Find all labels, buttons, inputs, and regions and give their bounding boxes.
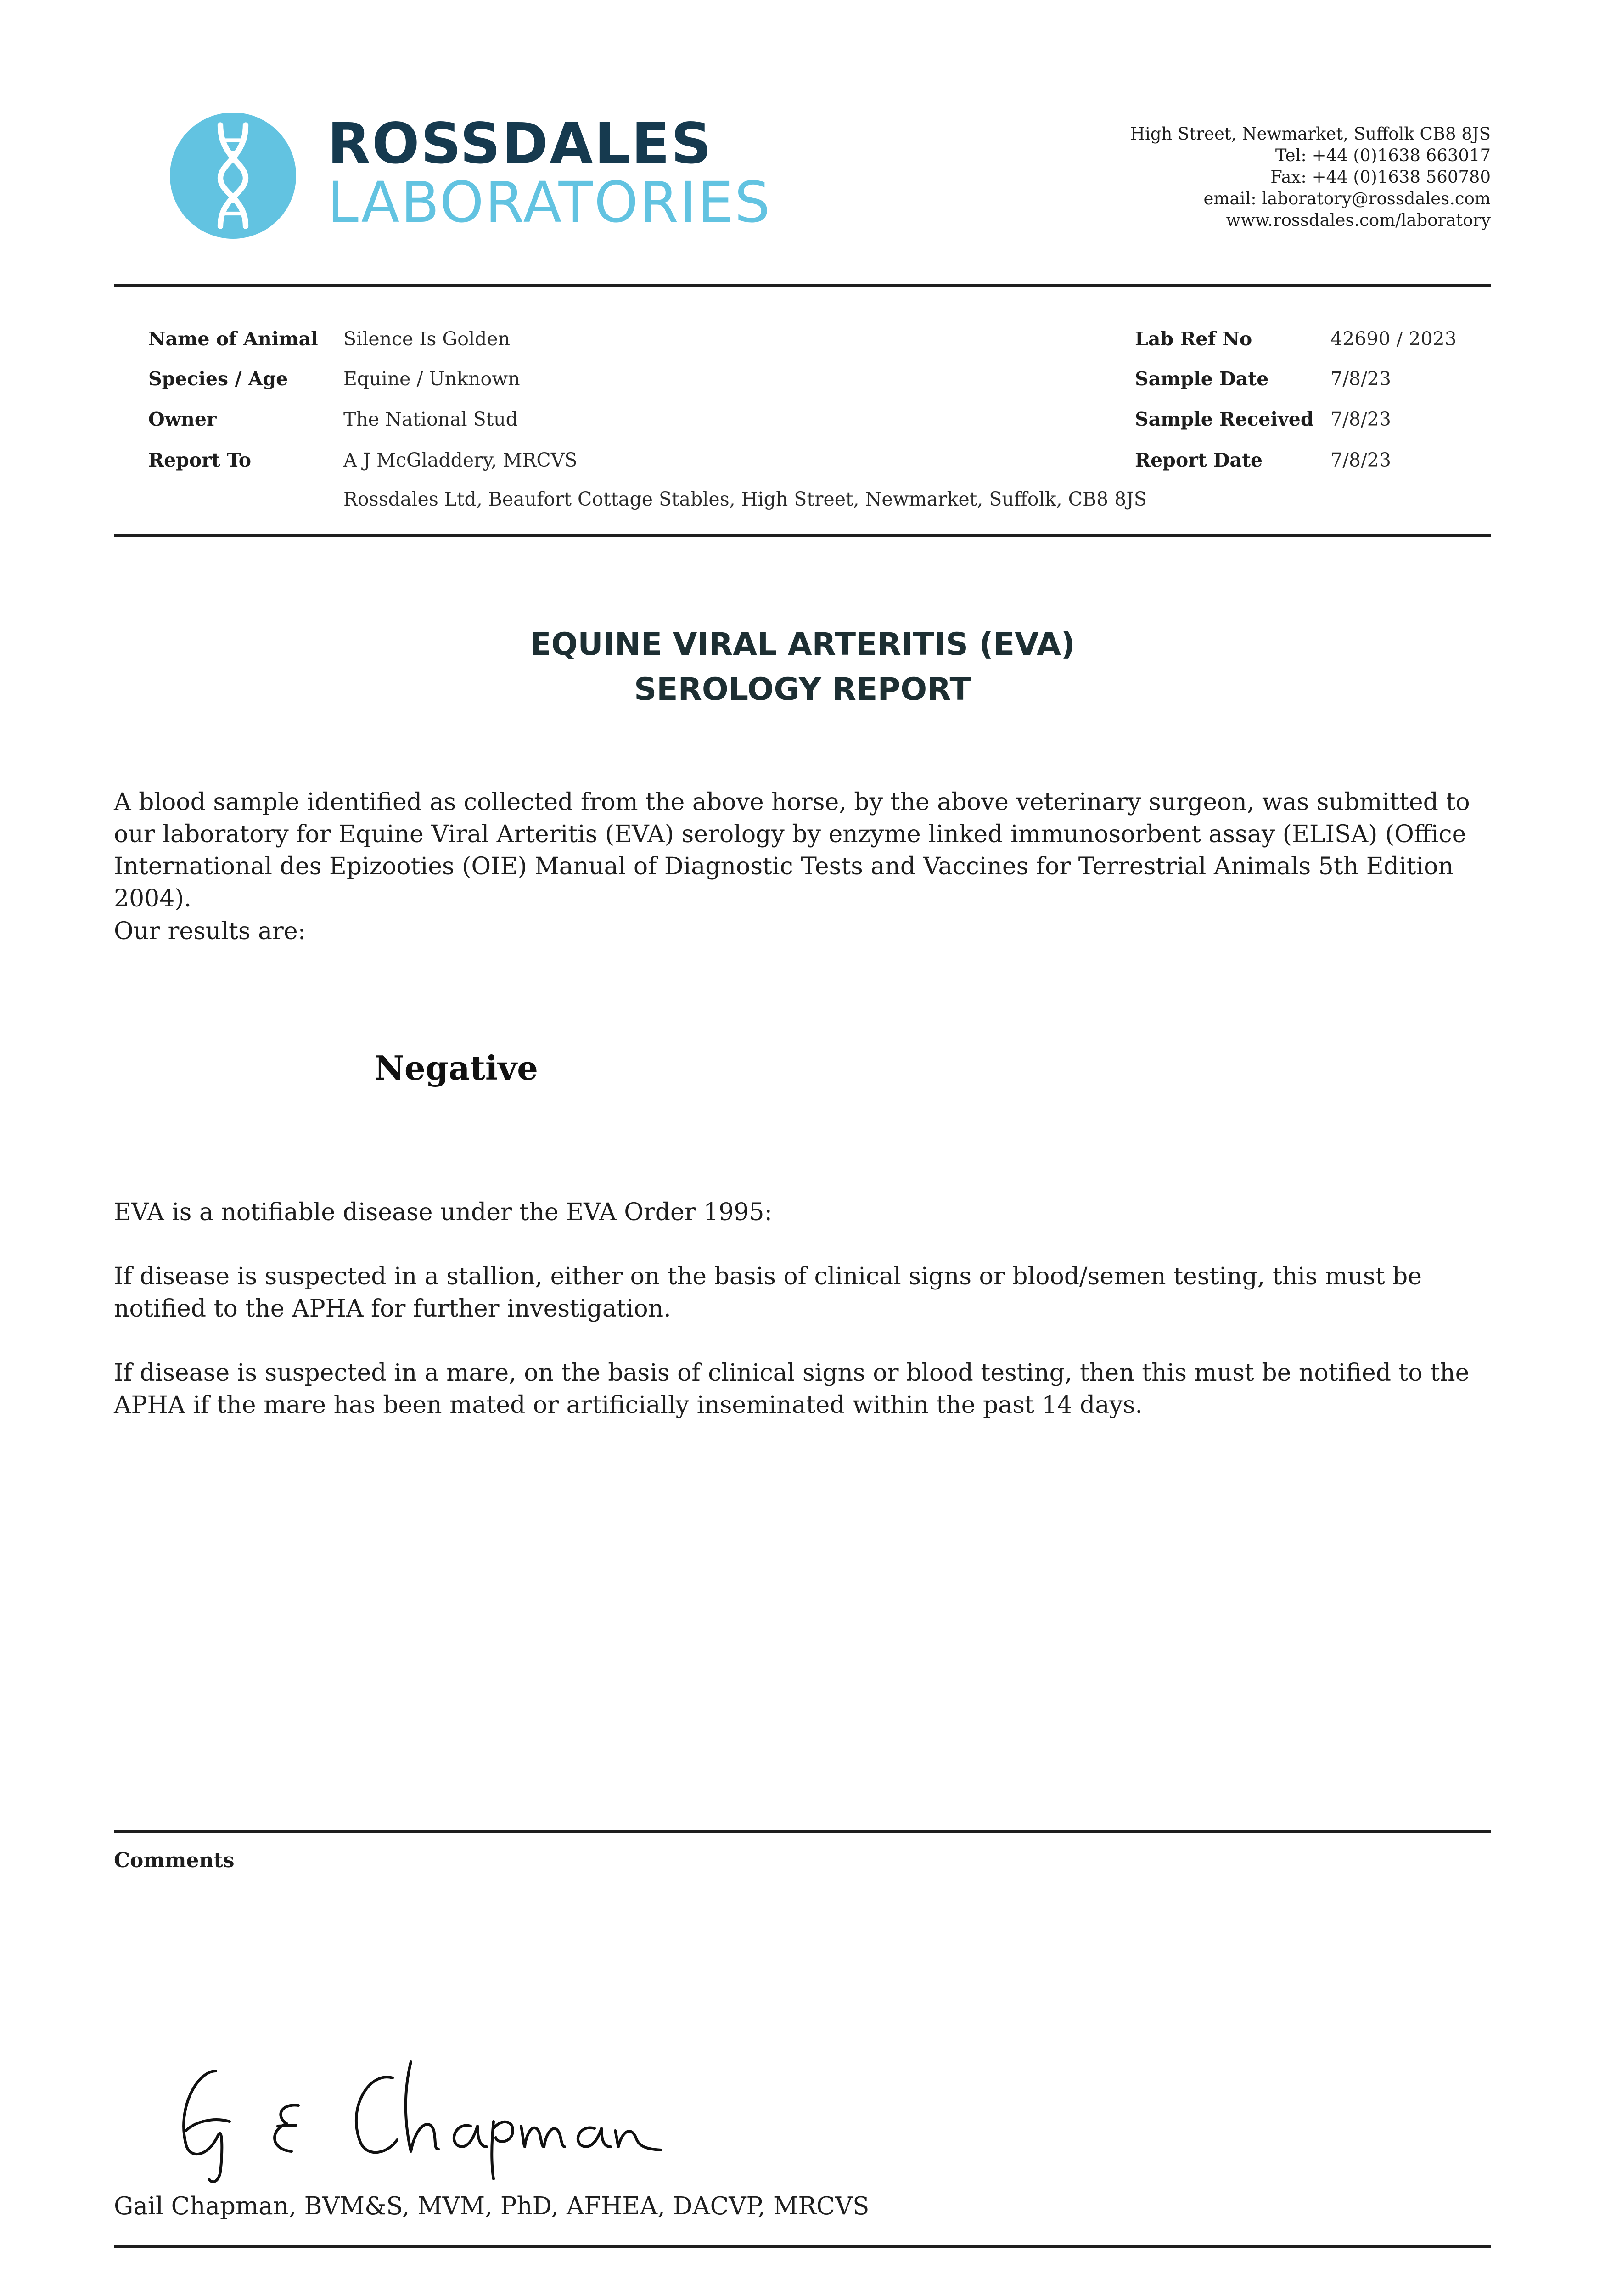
label-sample-date: Sample Date xyxy=(1135,368,1269,390)
contact-website: www.rossdales.com/laboratory xyxy=(1226,210,1491,230)
contact-fax: Fax: +44 (0)1638 560780 xyxy=(1270,167,1491,187)
value-report-date: 7/8/23 xyxy=(1330,449,1391,471)
value-owner: The National Stud xyxy=(343,408,518,430)
value-sample-date: 7/8/23 xyxy=(1330,368,1391,390)
notifiable-statement: EVA is a notifiable disease under the EVA Order 1995: xyxy=(114,1199,773,1226)
value-name-of-animal: Silence Is Golden xyxy=(343,328,510,350)
contact-address: High Street, Newmarket, Suffolk CB8 8JS xyxy=(1130,124,1491,144)
intro-paragraph: A blood sample identified as collected from the above horse, by the above veterinary surgeon, was submitted to our laboratory for Equine Viral Arteritis (EVA) serology by enzyme linked immunosorbent assay (ELISA) (Office International des Epizooties (OIE) Manual of Diagnostic Tests and Vaccines for Terrestrial Animals 5th Edition 2004). xyxy=(114,788,1470,912)
brand-name-line1: ROSSDALES xyxy=(327,111,713,176)
contact-block xyxy=(1130,123,1491,231)
dna-helix-icon xyxy=(170,113,296,239)
value-report-to: A J McGladdery, MRCVS xyxy=(343,449,578,471)
label-species-age: Species / Age xyxy=(148,368,288,390)
value-report-to-address: Rossdales Ltd, Beaufort Cottage Stables, High Street, Newmarket, Suffolk, CB8 8JS xyxy=(343,488,1147,510)
footer-divider xyxy=(114,2245,1491,2248)
contact-tel: Tel: +44 (0)1638 663017 xyxy=(1275,146,1491,165)
header-divider xyxy=(114,284,1491,287)
info-divider xyxy=(114,534,1491,537)
stallion-note: If disease is suspected in a stallion, either on the basis of clinical signs or blood/semen testing, this must be notified to the APHA for further investigation. xyxy=(114,1263,1422,1322)
label-lab-ref-no: Lab Ref No xyxy=(1135,328,1252,350)
label-report-to: Report To xyxy=(148,449,252,471)
label-sample-received: Sample Received xyxy=(1135,408,1314,430)
label-name-of-animal: Name of Animal xyxy=(148,328,318,350)
value-sample-received: 7/8/23 xyxy=(1330,408,1391,430)
value-species-age: Equine / Unknown xyxy=(343,368,520,390)
comments-label: Comments xyxy=(114,1849,235,1872)
report-title-line2: SEROLOGY REPORT xyxy=(634,671,971,708)
label-report-date: Report Date xyxy=(1135,449,1263,471)
signer-name: Gail Chapman, BVM&S, MVM, PhD, AFHEA, DACVP, MRCVS xyxy=(114,2192,870,2220)
brand-name-line2: LABORATORIES xyxy=(327,170,772,235)
signature xyxy=(154,2053,663,2186)
results-intro: Our results are: xyxy=(114,917,306,945)
comments-divider xyxy=(114,1830,1491,1833)
contact-email: email: laboratory@rossdales.com xyxy=(1203,189,1491,208)
test-result: Negative xyxy=(374,1048,538,1087)
label-owner: Owner xyxy=(148,408,217,430)
value-lab-ref-no: 42690 / 2023 xyxy=(1330,328,1457,350)
mare-note: If disease is suspected in a mare, on the basis of clinical signs or blood testing, then this must be notified to the APHA if the mare has been mated or artificially inseminated within the past 14 days. xyxy=(114,1359,1470,1419)
report-title-line1: EQUINE VIRAL ARTERITIS (EVA) xyxy=(530,626,1075,663)
